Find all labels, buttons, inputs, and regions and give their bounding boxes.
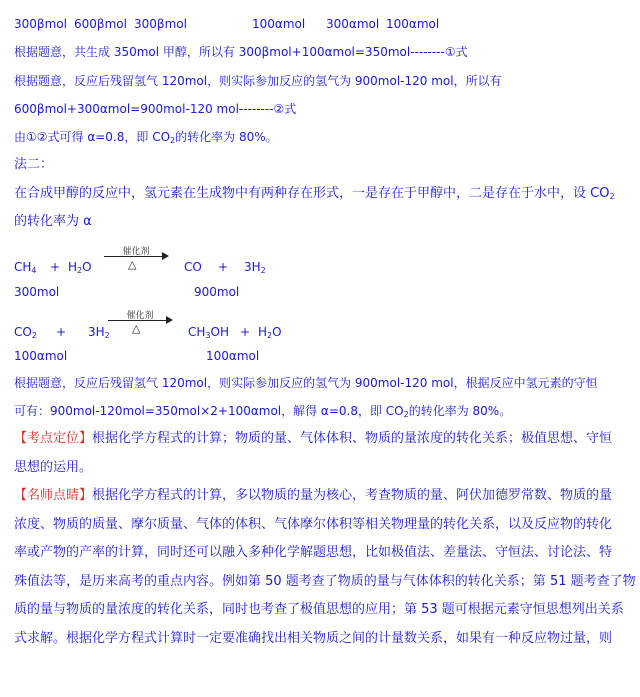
text-span: O bbox=[272, 325, 282, 339]
subscript: 2 bbox=[170, 136, 176, 145]
text-span: CH bbox=[188, 325, 206, 339]
text-span: 的转化率为 80%。 bbox=[408, 404, 512, 418]
arrow-head-icon bbox=[162, 252, 169, 260]
subscript: 2 bbox=[77, 266, 83, 275]
paragraph-line: 思想的运用。 bbox=[14, 460, 93, 475]
heat-triangle-icon: △ bbox=[132, 322, 141, 335]
amount-label: 300mol bbox=[14, 285, 60, 299]
subscript: 2 bbox=[403, 410, 409, 419]
top-row-value: 300βmol bbox=[14, 17, 67, 31]
formula bbox=[14, 324, 37, 340]
subscript: 2 bbox=[609, 192, 615, 201]
subscript: 3 bbox=[205, 331, 211, 340]
plus-sign: + bbox=[218, 260, 229, 274]
paragraph-line: 式求解。根据化学方程式计算时一定要准确找出相关物质之间的计量数关系，如果有一种反应物过量，则 bbox=[14, 631, 613, 646]
amount-label: 100αmol bbox=[206, 349, 260, 363]
amount-label: 900mol bbox=[194, 285, 240, 299]
paragraph-line: 根据题意，共生成 350mol 甲醇，所以有 300βmol+100αmol=350mol--------①式 bbox=[14, 45, 468, 59]
method-heading: 法二： bbox=[14, 157, 54, 172]
plus-sign: + bbox=[240, 325, 251, 339]
formula bbox=[14, 259, 37, 275]
subscript: 2 bbox=[31, 331, 37, 340]
paragraph-line: 根据题意，反应后残留氢气 120mol，则实际参加反应的氢气为 900mol-120 mol，根据反应中氢元素的守恒 bbox=[14, 376, 598, 390]
formula bbox=[258, 324, 282, 340]
reaction-arrow bbox=[108, 310, 172, 336]
text-span: 由①②式可得 α=0.8，即 CO bbox=[14, 130, 171, 144]
paragraph-line: 率或产物的产率的计算，同时还可以融入多种化学解题思想，比如极值法、差量法、守恒法、讨论法、特 bbox=[14, 545, 613, 560]
arrow-head-icon bbox=[166, 316, 173, 324]
catalyst-label: 催化剂 bbox=[122, 247, 150, 257]
paragraph-line bbox=[14, 185, 615, 203]
mingshi-text: 根据化学方程式的计算，多以物质的量为核心，考查物质的量、阿伏加德罗常数、物质的量 bbox=[92, 488, 613, 503]
top-row-value: 600βmol bbox=[74, 17, 127, 31]
formula bbox=[244, 259, 266, 275]
subscript: 2 bbox=[104, 331, 110, 340]
paragraph-line: 浓度、物质的质量、摩尔质量、气体的体积、气体摩尔体积等相关物理量的转化关系，以及反应物的转化 bbox=[14, 517, 613, 532]
paragraph-line: 的转化率为 α bbox=[14, 214, 92, 229]
text-span: CH bbox=[14, 260, 32, 274]
heat-triangle-icon: △ bbox=[128, 258, 137, 271]
formula: CO bbox=[184, 260, 202, 274]
text-span: 的转化率为 80%。 bbox=[175, 130, 278, 144]
subscript: 4 bbox=[31, 266, 37, 275]
formula bbox=[88, 324, 110, 340]
plus-sign: + bbox=[56, 325, 67, 339]
text-span: OH bbox=[210, 325, 229, 339]
formula bbox=[188, 324, 229, 340]
reaction-arrow bbox=[104, 246, 168, 272]
text-span: 在合成甲醇的反应中，氢元素在生成物中有两种存在形式，一是存在于甲醇中，二是存在于水中，设 CO bbox=[14, 186, 610, 201]
plus-sign: + bbox=[50, 260, 61, 274]
paragraph-line bbox=[14, 128, 278, 146]
text-span: CO bbox=[14, 325, 32, 339]
arrow-shaft bbox=[104, 256, 164, 257]
top-row-value: 300αmol bbox=[326, 17, 380, 31]
amount-label: 100αmol bbox=[14, 349, 68, 363]
paragraph-line: 殊值法等，是历来高考的重点内容。例如第 50 题考查了物质的量与气体体积的转化关系；第 51 题考查了物 bbox=[14, 574, 636, 589]
top-row-value: 300βmol bbox=[134, 17, 187, 31]
paragraph-line: 根据题意，反应后残留氢气 120mol，则实际参加反应的氢气为 900mol-120 mol，所以有 bbox=[14, 74, 502, 88]
text-span: 3H bbox=[88, 325, 105, 339]
paragraph-line bbox=[14, 402, 511, 420]
kaodian-text: 根据化学方程式的计算；物质的量、气体体积、物质的量浓度的转化关系；极值思想、守恒 bbox=[92, 431, 613, 446]
text-span: 可有：900mol-120mol=350mol×2+100αmol，解得 α=0.8，即 CO bbox=[14, 404, 404, 418]
text-span: H bbox=[258, 325, 268, 339]
top-row-value: 100αmol bbox=[386, 17, 440, 31]
kaodian-line bbox=[14, 430, 612, 448]
subscript: 2 bbox=[260, 266, 266, 275]
catalyst-label: 催化剂 bbox=[126, 311, 154, 321]
mingshi-tag: 【名师点睛】 bbox=[14, 488, 93, 503]
formula bbox=[68, 259, 92, 275]
paragraph-line: 质的量与物质的量浓度的转化关系，同时也考查了极值思想的应用；第 53 题可根据元素守恒思想列出关系 bbox=[14, 602, 624, 617]
mingshi-line bbox=[14, 487, 612, 505]
text-span: 3H bbox=[244, 260, 261, 274]
text-span: O bbox=[82, 260, 92, 274]
arrow-shaft bbox=[108, 320, 168, 321]
top-row-value: 100αmol bbox=[252, 17, 306, 31]
kaodian-tag: 【考点定位】 bbox=[14, 431, 93, 446]
paragraph-line: 600βmol+300αmol=900mol-120 mol--------②式 bbox=[14, 102, 297, 116]
text-span: H bbox=[68, 260, 78, 274]
subscript: 2 bbox=[267, 331, 273, 340]
